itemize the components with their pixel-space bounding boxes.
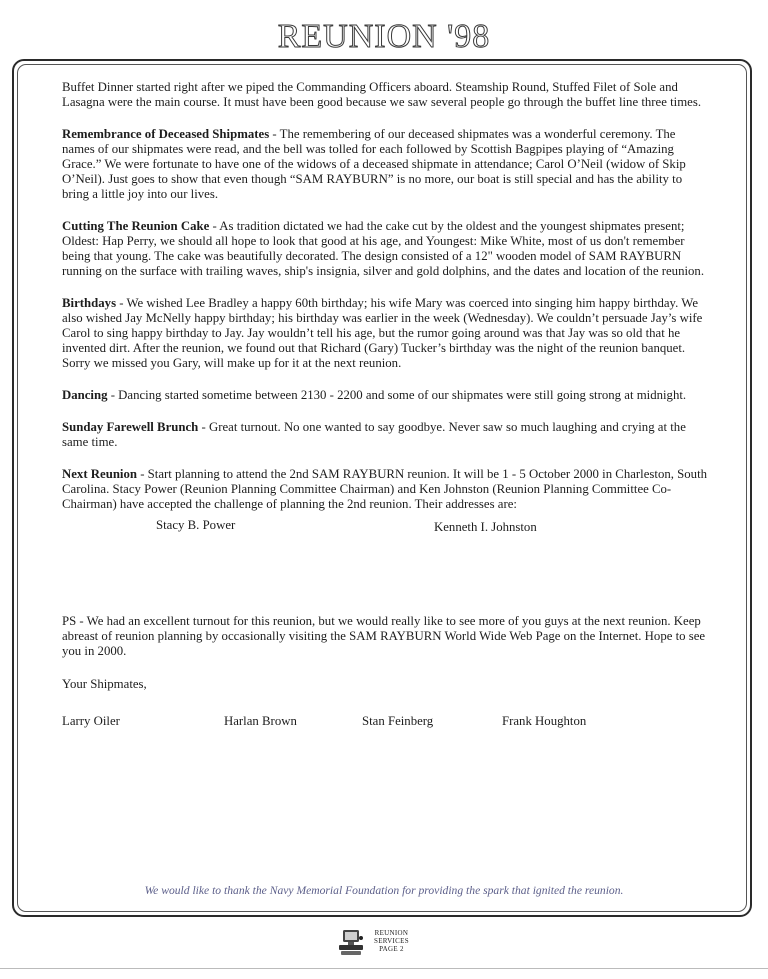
signature-row xyxy=(62,714,710,734)
section-heading: Dancing xyxy=(62,388,108,402)
page-title: REUNION '98 xyxy=(277,18,491,55)
paragraph-remembrance: Remembrance of Deceased Shipmates - The remembering of our deceased shipmates was a wonderful ceremony. The names of our shipmates were read, and the bell was tolled for each followed by Scottish Bagpipes playing of “Amazing Grace.” We were fortunate to have one of the widows of a deceased shipmate in attendance; Carol O’Neil (widow of Skip O’Neil). Just goes to show that even though “SAM RAYBURN” is no more, our boat is still special and has the ability to bring a little joy into our lives. xyxy=(62,127,686,201)
section-heading: Remembrance of Deceased Shipmates xyxy=(62,127,270,141)
section-heading: Sunday Farewell Brunch xyxy=(62,420,199,434)
signature-name: Harlan Brown xyxy=(224,714,297,728)
paragraph-dancing: Dancing - Dancing started sometime between 2130 - 2200 and some of our shipmates were still going strong at midnight. xyxy=(62,388,687,402)
signature-name: Stan Feinberg xyxy=(362,714,434,728)
paragraph-next-reunion: Next Reunion - Start planning to attend the 2nd SAM RAYBURN reunion. It will be 1 - 5 October 2000 in Charleston, South Carolina. Stacy Power (Reunion Planning Committee Chairman) and Ken Johnston (Reunion Planning Committee Co-Chairman) have accepted the challenge of planning the 2nd reunion. Their addresses are: xyxy=(62,467,708,511)
paragraph-birthdays: Birthdays - We wished Lee Bradley a happy 60th birthday; his wife Mary was coerced into singing him happy birthday. We also wished Jay McNelly happy birthday; his birthday was earlier in the week (Wednesday). We couldn’t persuade Jay’s wife Carol to sing happy birthday to Jay. Jay wouldn’t tell his age, but the rumor going around was that Jay was so old that he invented dirt. After the reunion, we found out that Richard (Gary) Tucker’s birthday was the night of the reunion banquet. Sorry we missed you Gary, will make up for it at the next reunion. xyxy=(62,296,703,370)
paragraph-reunion-cake: Cutting The Reunion Cake - As tradition dictated we had the cake cut by the oldest and the youngest shipmates present; Oldest: Hap Perry, we should all hope to look that good at his age, and Youngest: Mike White, most of us don't remember being that young. The cake was beautifully decorated. The design consisted of a 12" wooden model of SAM RAYBURN running on the surface with trailing waves, ship's insignia, silver and gold dolphins, and the dates and location of the reunion. xyxy=(62,219,705,278)
paragraph-farewell-brunch: Sunday Farewell Brunch - Great turnout. No one wanted to say goodbye. Never saw so much laughing and crying at the same time. xyxy=(62,420,686,449)
section-heading: Cutting The Reunion Cake xyxy=(62,219,210,233)
paragraph-ps: PS - We had an excellent turnout for this reunion, but we would really like to see more of you guys at the next reunion. Keep abreast of reunion planning by occasionally visiting the SAM RAYBURN World Wide Web Page on the Internet. Hope to see you in 2000. xyxy=(62,614,706,658)
signature-name: Frank Houghton xyxy=(502,714,587,728)
thanks-note: We would like to thank the Navy Memorial Foundation for providing the spark that ignited the reunion. xyxy=(144,884,624,897)
paragraph-buffet-dinner: Buffet Dinner started right after we piped the Commanding Officers aboard. Steamship Round, Stuffed Filet of Sole and Lasagna were the main course. It must have been good because we saw several people go through the buffet line three times. xyxy=(62,80,702,109)
address-name-stacy: Stacy B. Power xyxy=(156,518,236,532)
computer-workstation-icon xyxy=(336,928,366,958)
bottom-divider xyxy=(0,968,768,969)
section-heading: Next Reunion xyxy=(62,467,138,481)
address-block xyxy=(62,518,710,598)
signature-name: Larry Oiler xyxy=(62,714,120,728)
address-name-kenneth: Kenneth I. Johnston xyxy=(434,520,537,534)
newsletter-body xyxy=(62,80,710,734)
closing-line: Your Shipmates, xyxy=(62,677,147,691)
footer-caption: REUNION SERVICES PAGE 2 xyxy=(374,929,409,953)
section-heading: Birthdays xyxy=(62,296,117,310)
